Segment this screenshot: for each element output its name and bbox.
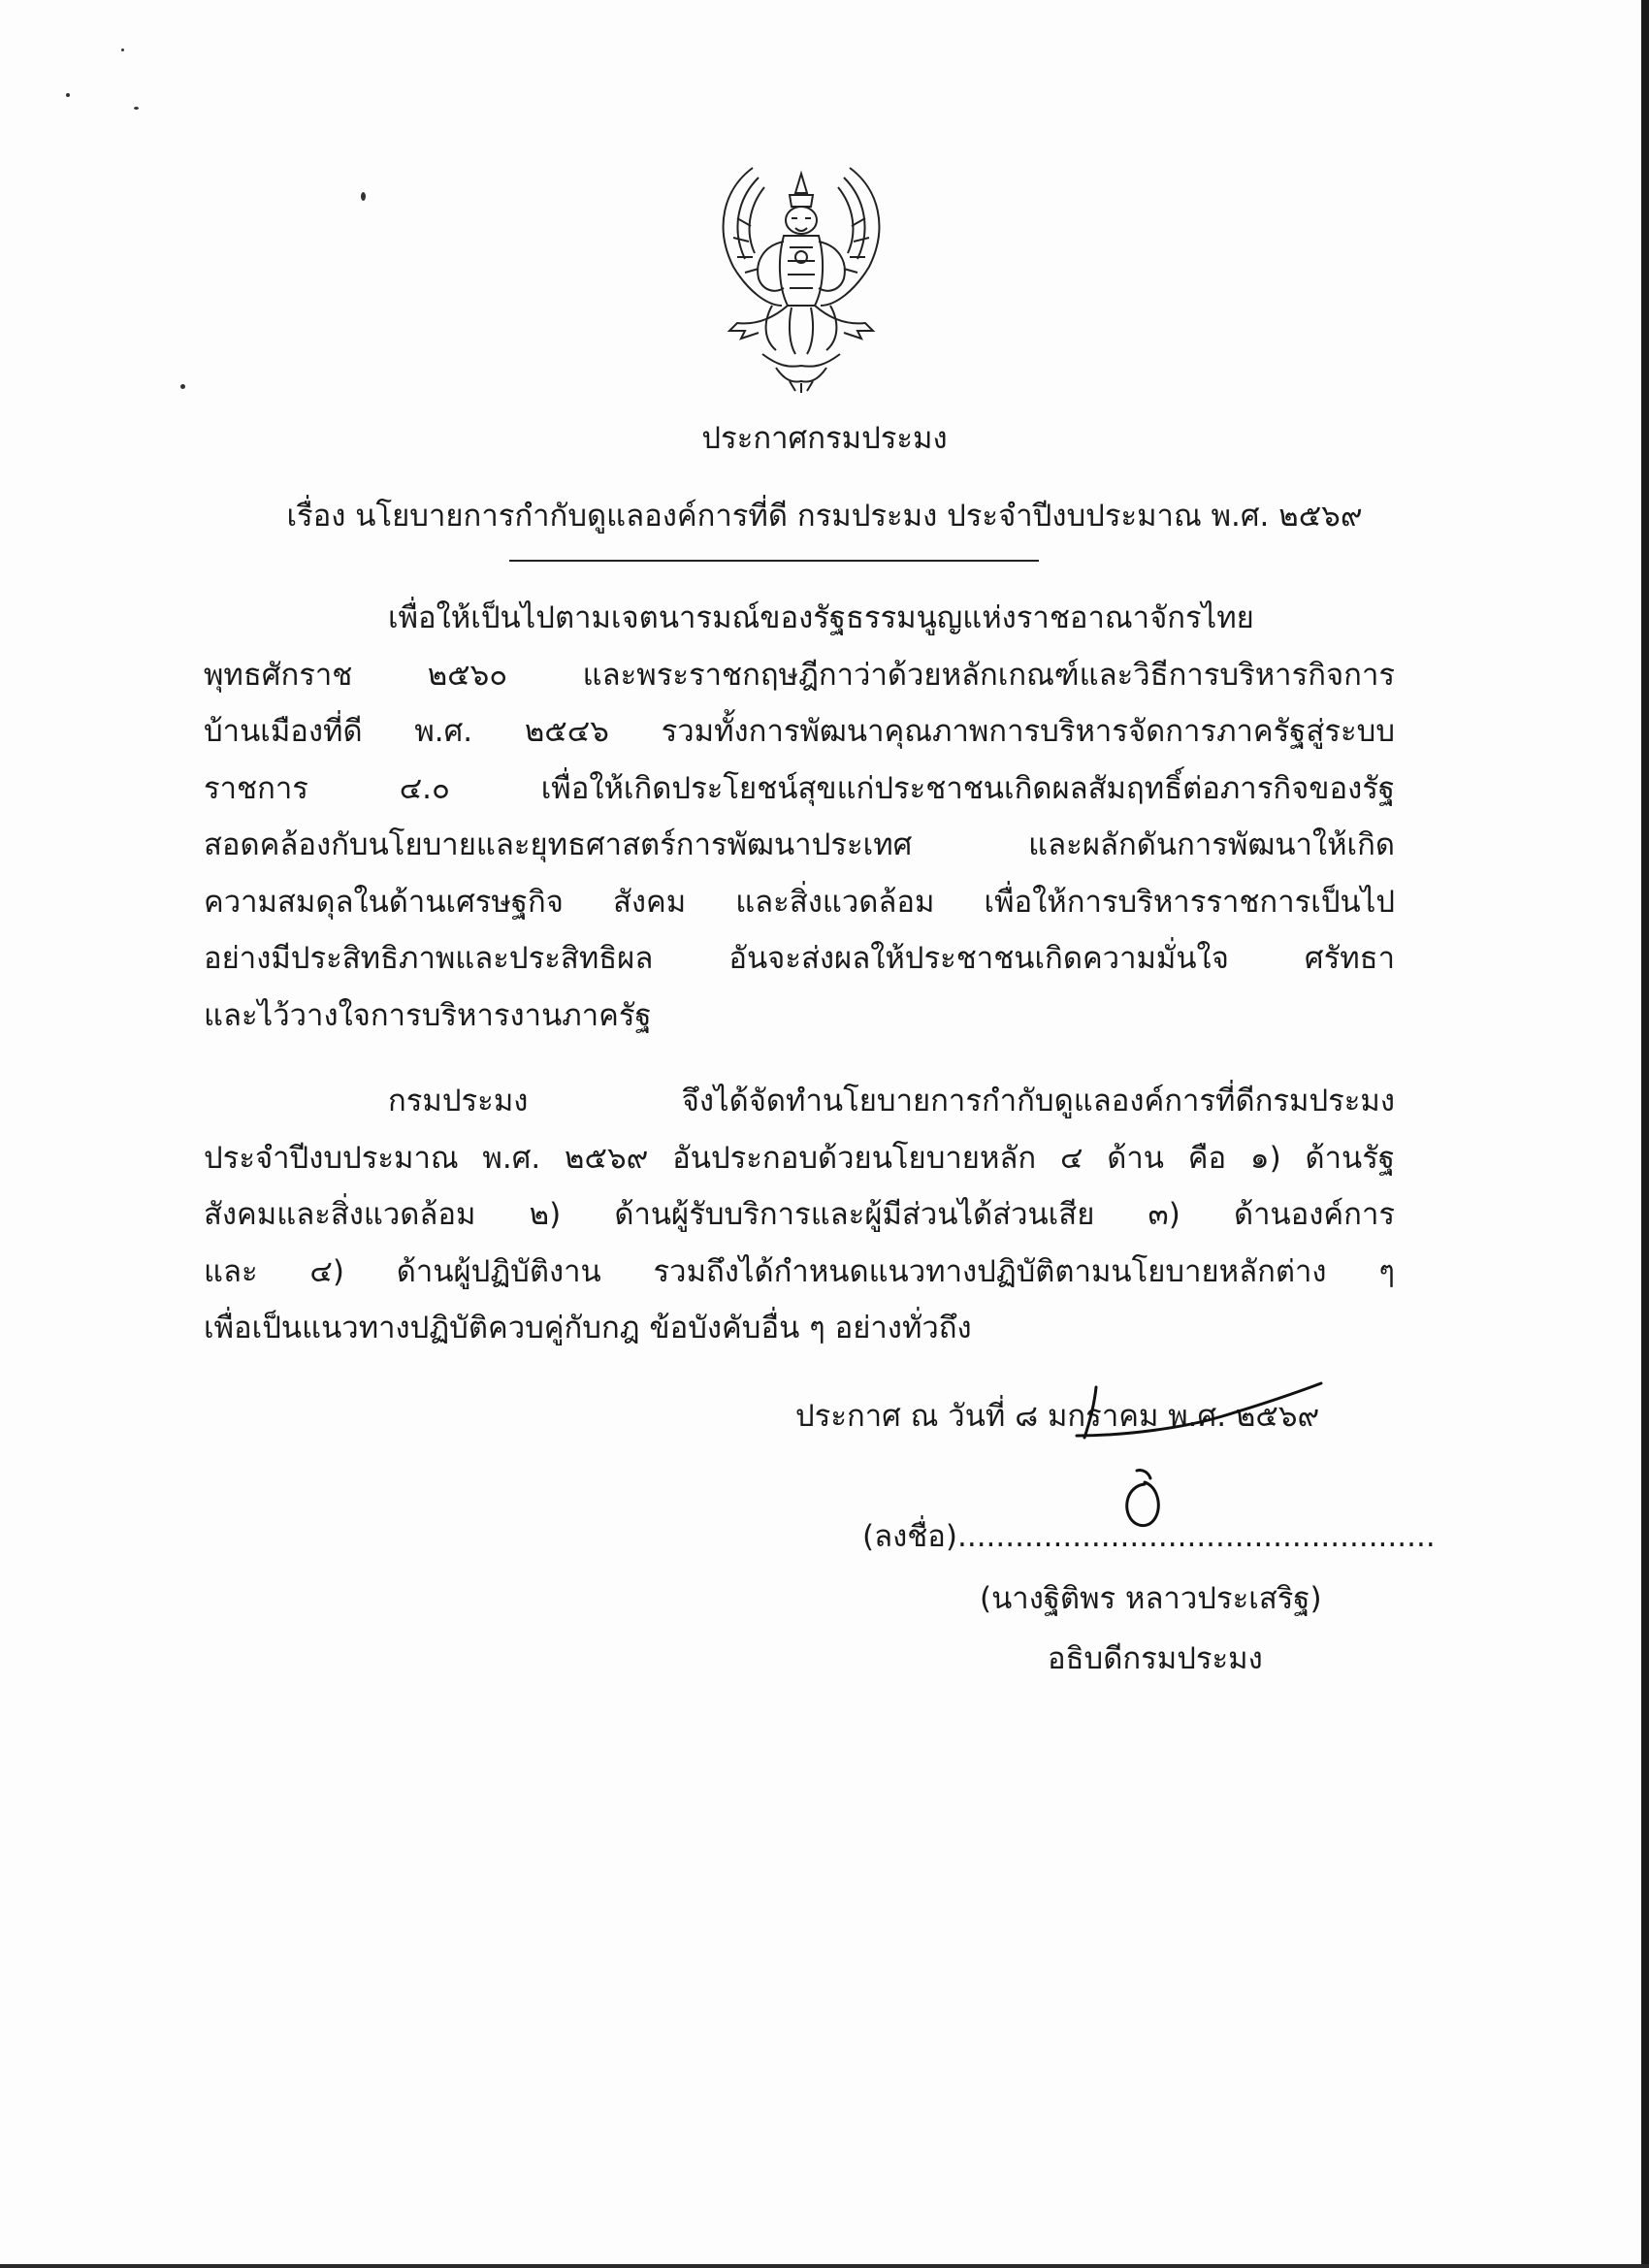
paragraph-line: ความสมดุลในด้านเศรษฐกิจ สังคม และสิ่งแวดล้อม เพื่อให้การบริหารราชการเป็นไป [204,884,1395,920]
paragraph-line: กรมประมง จึงได้จัดทำนโยบายการกำกับดูแลองค์การที่ดีกรมประมง [388,1084,1395,1118]
announcement-date: ประกาศ ณ วันที่ ๘ มกราคม พ.ศ. ๒๕๖๙ [795,1399,1320,1434]
paragraph-line: สอดคล้องกับนโยบายและยุทธศาสตร์การพัฒนาประเทศ และผลักดันการพัฒนาให้เกิด [204,827,1395,862]
paragraph-line: บ้านเมืองที่ดี พ.ศ. ๒๕๔๖ รวมทั้งการพัฒนาคุณภาพการบริหารจัดการภาครัฐสู่ระบบ [204,714,1395,749]
signer-name: (นางฐิติพร หลาวประเสริฐ) [980,1581,1322,1616]
scan-speck [121,49,124,51]
paragraph-2 [204,1073,1395,1357]
signer-title: อธิบดีกรมประมง [1048,1641,1263,1676]
paragraph-line: เพื่อเป็นแนวทางปฏิบัติควบคู่กับกฎ ข้อบังคับอื่น ๆ อย่างทั่วถึง [204,1311,972,1345]
scan-speck [361,192,366,201]
scan-border-bottom [0,2264,1649,2268]
paragraph-line: และไว้วางใจการบริหารงานภาครัฐ [204,997,652,1033]
scan-speck [134,107,139,110]
paragraph-line: อย่างมีประสิทธิภาพและประสิทธิผล อันจะส่งผลให้ประชาชนเกิดความมั่นใจ ศรัทธา [204,941,1395,976]
paragraph-line: และ ๔) ด้านผู้ปฏิบัติงาน รวมถึงได้กำหนดแนวทางปฏิบัติตามนโยบายหลักต่าง ๆ [204,1253,1395,1289]
paragraph-line: เพื่อให้เป็นไปตามเจตนารมณ์ของรัฐธรรมนูญแห่งราชอาณาจักรไทย [388,600,1254,635]
document-title: ประกาศกรมประมง [701,421,948,456]
subject-underline [509,560,1039,562]
scan-speck [180,384,185,389]
paragraph-line: พุทธศักราช ๒๕๖๐ และพระราชกฤษฎีกาว่าด้วยหลักเกณฑ์และวิธีการบริหารกิจการ [204,657,1395,693]
scan-speck [66,93,70,97]
paragraph-line: ราชการ ๔.๐ เพื่อให้เกิดประโยชน์สุขแก่ประชาชนเกิดผลสัมฤทธิ์ต่อภารกิจของรัฐ [204,770,1395,806]
scan-border-right [1641,0,1649,2268]
document-subject: เรื่อง นโยบายการกำกับดูแลองค์การที่ดี กรมประมง ประจำปีงบประมาณ พ.ศ. ๒๕๖๙ [286,499,1363,534]
paragraph-1 [204,590,1395,1044]
paragraph-line: ประจำปีงบประมาณ พ.ศ. ๒๕๖๙ อันประกอบด้วยนโยบายหลัก ๔ ด้าน คือ ๑) ด้านรัฐ [204,1140,1395,1176]
garuda-emblem-icon [695,160,908,393]
signature-line: (ลงชื่อ).................................................. [862,1519,1436,1554]
paragraph-line: สังคมและสิ่งแวดล้อม ๒) ด้านผู้รับบริการและผู้มีส่วนได้ส่วนเสีย ๓) ด้านองค์การ [204,1197,1395,1232]
